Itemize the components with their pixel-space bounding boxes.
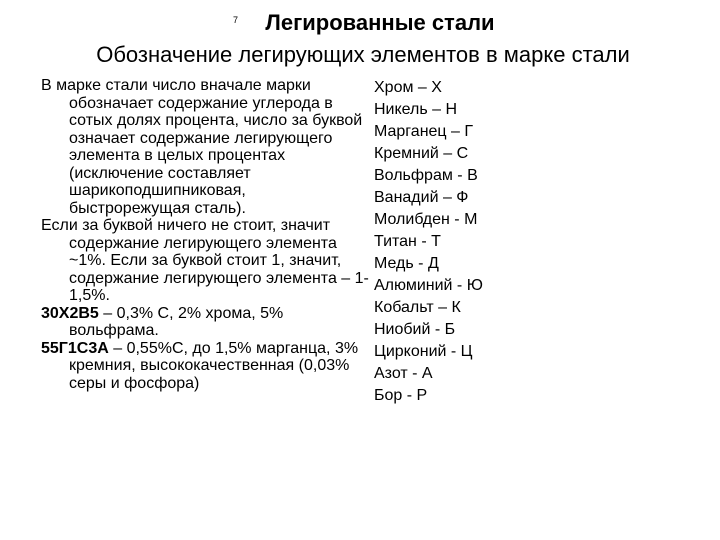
element-item: Цирконий - Ц <box>374 343 473 360</box>
slide-title: Легированные стали <box>265 10 495 35</box>
element-item: Молибден - М <box>374 211 478 228</box>
slide-subtitle: Обозначение легирующих элементов в марке стали <box>96 42 630 67</box>
slide-number: 7 <box>233 15 239 25</box>
element-item: Марганец – Г <box>374 123 474 140</box>
element-item: Вольфрам - В <box>374 167 478 184</box>
example-2-text: – 0,55%С, до 1,5% марганца, 3% кремния, высококачественная (0,03% серы и фосфора) <box>69 339 359 392</box>
example-2 <box>41 340 371 393</box>
example-1-text: – 0,3% С, 2% хрома, 5% вольфрама. <box>69 304 284 339</box>
element-item: Ванадий – Ф <box>374 189 469 206</box>
element-item: Медь - Д <box>374 255 439 272</box>
element-item: Хром – Х <box>374 79 442 96</box>
element-item: Кремний – С <box>374 145 469 162</box>
element-item: Титан - Т <box>374 233 441 250</box>
rule-paragraph-carbon: В марке стали число вначале марки обозначает содержание углерода в сотых долях процента, число за буквой означает содержание легирующего элемента в целых процентах (исключение составляет шарикоподшипниковая, быстрорежущая сталь). <box>41 77 363 217</box>
element-item: Кобальт – К <box>374 299 461 316</box>
element-item: Алюминий - Ю <box>374 277 483 294</box>
example-1-grade: 30Х2В5 <box>41 304 99 322</box>
alloying-elements-list <box>374 77 674 407</box>
element-item: Азот - А <box>374 365 433 382</box>
marking-rules-text <box>41 77 371 392</box>
example-2-grade: 55Г1С3А <box>41 339 109 357</box>
element-item: Бор - Р <box>374 387 428 404</box>
element-item: Ниобий - Б <box>374 321 456 338</box>
element-item: Никель – Н <box>374 101 458 118</box>
example-1 <box>41 305 371 340</box>
rule-paragraph-percent: Если за буквой ничего не стоит, значит содержание легирующего элемента ~1%. Если за буквой стоит 1, значит, содержание легирующего элемента – 1-1,5%. <box>41 217 369 304</box>
